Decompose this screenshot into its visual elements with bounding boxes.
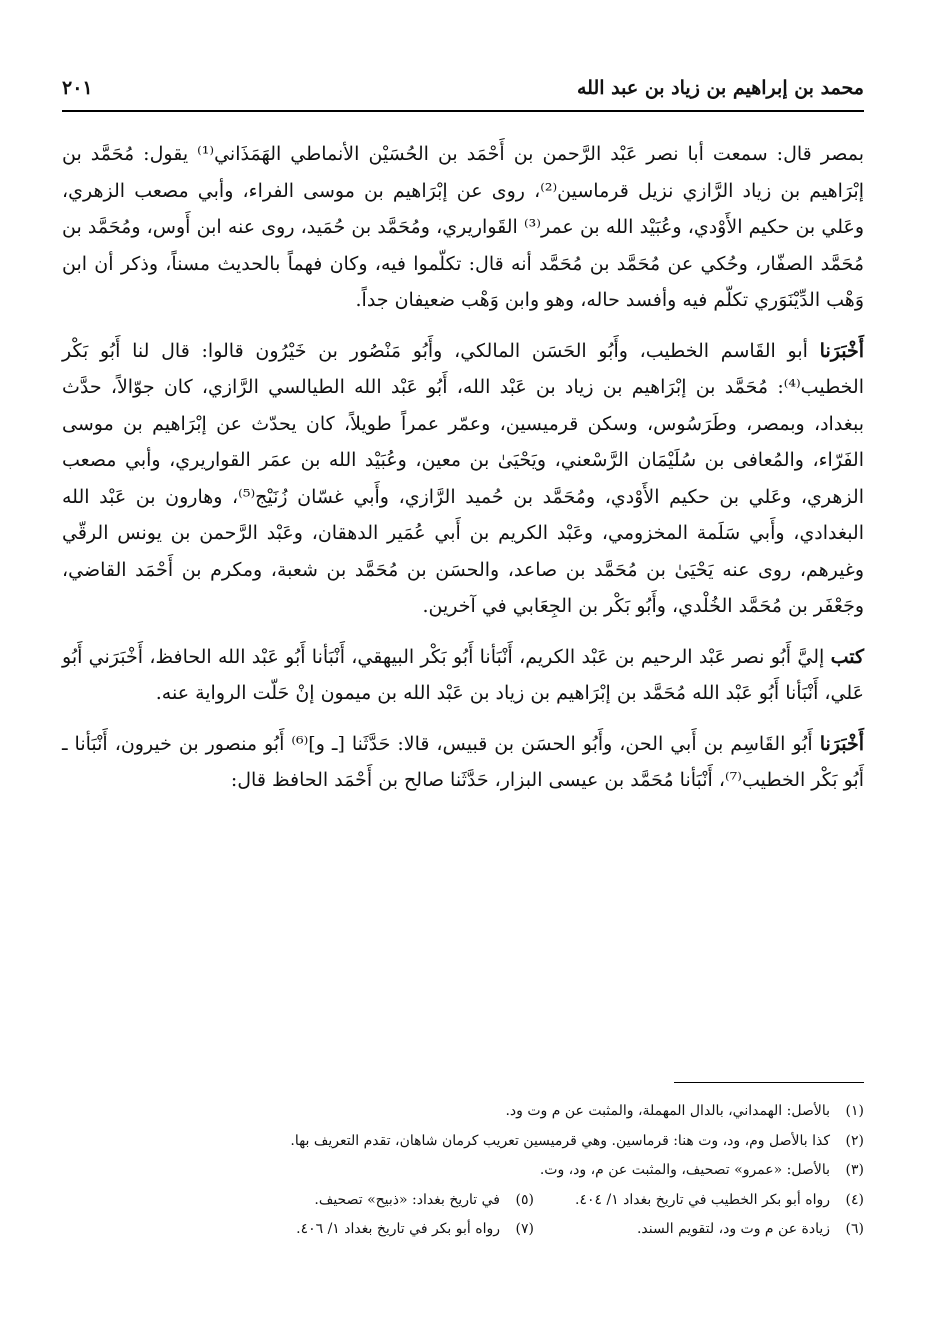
- footnote-number: (٦): [845, 1221, 864, 1237]
- footnote-text: رواه أبو بكر الخطيب في تاريخ بغداد ١/ ٤٠٤.: [575, 1191, 830, 1208]
- footnote-text: بالأصل: الهمداني، بالدال المهملة، والمثبت عن م وت ود.: [505, 1103, 830, 1119]
- footnote-divider: [674, 1082, 864, 1083]
- footnote-row: [62, 1215, 864, 1245]
- footnote-number: (٥): [515, 1191, 534, 1208]
- footnote-row: [62, 1097, 864, 1127]
- paragraph: [62, 726, 864, 799]
- footnotes: [62, 1097, 864, 1245]
- footnote-number: (٢): [845, 1132, 864, 1149]
- paragraph: [62, 136, 864, 319]
- paragraph-text: أَبُو القَاسِم بن أَبي الحن، وأَبُو الحسَن بن قبيس، قالا: حَدَّثَنا [ـ و]⁽⁶⁾ أَبُو منصور بن خيرون، أَنْبَأنا ـ أَبُو بَكْر الخطيب⁽⁷⁾، أَنْبَأنا مُحَمَّد بن عيسى البزار، حَدَّثَنا صالح بن أَحْمَد الحافظ قال:: [62, 732, 864, 791]
- footnote-text: في تاريخ بغداد: «ذبيح» تصحيف.: [314, 1191, 500, 1208]
- footnote: [540, 1156, 864, 1186]
- footnote-number: (٤): [845, 1191, 864, 1208]
- footnote-number: (١): [845, 1103, 864, 1119]
- main-text: [62, 136, 864, 813]
- page-number: ٢٠١: [62, 77, 93, 99]
- footnote-row: [62, 1186, 864, 1216]
- footnote-text: بالأصل: «عمرو» تصحيف، والمثبت عن م، ود، وت.: [539, 1162, 830, 1178]
- footnote-text: زيادة عن م وت ود، لتقويم السند.: [636, 1221, 830, 1237]
- paragraph: [62, 639, 864, 712]
- paragraph-lead-word: كتب: [830, 645, 864, 668]
- footnote: [505, 1097, 864, 1127]
- footnote-number: (٧): [515, 1221, 534, 1237]
- paragraph-lead-word: أَخْبَرَنا: [819, 339, 864, 362]
- footnote: [534, 1186, 864, 1216]
- footnote: [290, 1127, 864, 1157]
- footnote-number: (٣): [845, 1162, 864, 1178]
- footnote-row: [62, 1127, 864, 1157]
- paragraph-text: بمصر قال: سمعت أبا نصر عَبْد الرَّحمن بن أَحْمَد بن الحُسَيْن الأنماطي الهَمَذَاني⁽¹⁾ يقول: مُحَمَّد بن إبْرَاهيم بن زياد الرَّازي نزيل قرماسين⁽²⁾، روى عن إبْرَاهيم بن موسى الفراء، وأبي مصعب الزهري، وعَلي بن حكيم الأَوْدي، وعُبَيْد الله بن عمر⁽³⁾ القَواريري، ومُحَمَّد بن حُمَيد، روى عنه ابن أَوس، ومُحَمَّد بن مُحَمَّد الصفّار، وحُكي عن مُحَمَّد بن مُحَمَّد أنه قال: تكلّموا فيه، وكان فهماً بالحديث مسناً، وذكر أن ابن وَهْب الدِّيْنَوَري تكلّم فيه وأفسد حاله، وهو وابن وَهْب ضعيفان جداً.: [62, 143, 865, 311]
- footnote-row: [62, 1156, 864, 1186]
- footnote-text: كذا بالأصل وم، ود، وت هنا: قرماسين. وهي قرميسين تعريب كرمان شاهان، تقدم التعريف بها.: [290, 1132, 830, 1149]
- paragraph: [62, 333, 864, 625]
- footnote: [296, 1215, 534, 1245]
- paragraph-text: أبو القَاسم الخطيب، وأَبُو الحَسَن المالكي، وأَبُو مَنْصُور بن خَيْرُون قالوا: قال لنا أَبُو بَكْر الخطيب⁽⁴⁾: مُحَمَّد بن إبْرَاهيم بن زياد بن عَبْد الله، أَبُو عَبْد الله الطيالسي الرَّازي، كان جوّالاً، حدَّث ببغداد، وبمصر، وطَرَسُوس، وسكن قرميسين، وعمّر عمراً طويلاً، كان يحدّث عن إبْرَاهيم بن موسى الفَرّاء، والمُعافى بن سُلَيْمَان الرَّسْعني، ويَحْيَىٰ بن معين، وعُبَيْد الله بن عمَر القواريري، وأبي مصعب الزهري، وعَلي بن حكيم الأَوْدي، ومُحَمَّد بن حُميد الرَّازي، وأَبي غسّان زُنَيْج⁽⁵⁾، وهارون بن عَبْد الله البغدادي، وأَبي سَلَمة المخزومي، وعَبْد الكريم بن أَبي عُمَير الدهقان، وعَبْد الرَّحمن بن يونس الرقّي وغيرهم، روى عنه يَحْيَىٰ بن مُحَمَّد بن صاعد، والحسَن بن مُحَمَّد بن شعبة، ومكرم بن أَحْمَد القاضي، وجَعْفَر بن مُحَمَّد الخُلْدي، وأَبُو بَكْر بن الجِعَابي في آخرين.: [62, 339, 864, 617]
- running-title: محمد بن إبراهيم بن زياد بن عبد الله: [577, 77, 864, 99]
- footnote: [534, 1215, 864, 1245]
- footnote-text: رواه أبو بكر في تاريخ بغداد ١/ ٤٠٦.: [296, 1221, 500, 1237]
- page-header: [62, 66, 864, 112]
- paragraph-lead-word: أَخْبَرَنا: [819, 732, 865, 755]
- paragraph-text: إليَّ أَبُو نصر عَبْد الرحيم بن عَبْد الكريم، أَنْبَأنا أَبُو بَكْر البيهقي، أَنْبَأنا أَبُو عَبْد الله الحافظ، أَخْبَرَني أَبُو عَلي، أَنْبَأنا أَبُو عَبْد الله مُحَمَّد بن إبْرَاهيم بن زياد بن عَبْد الله بن ميمون إنْ حَلّت الرواية عنه.: [62, 645, 864, 704]
- footnote: [314, 1186, 534, 1216]
